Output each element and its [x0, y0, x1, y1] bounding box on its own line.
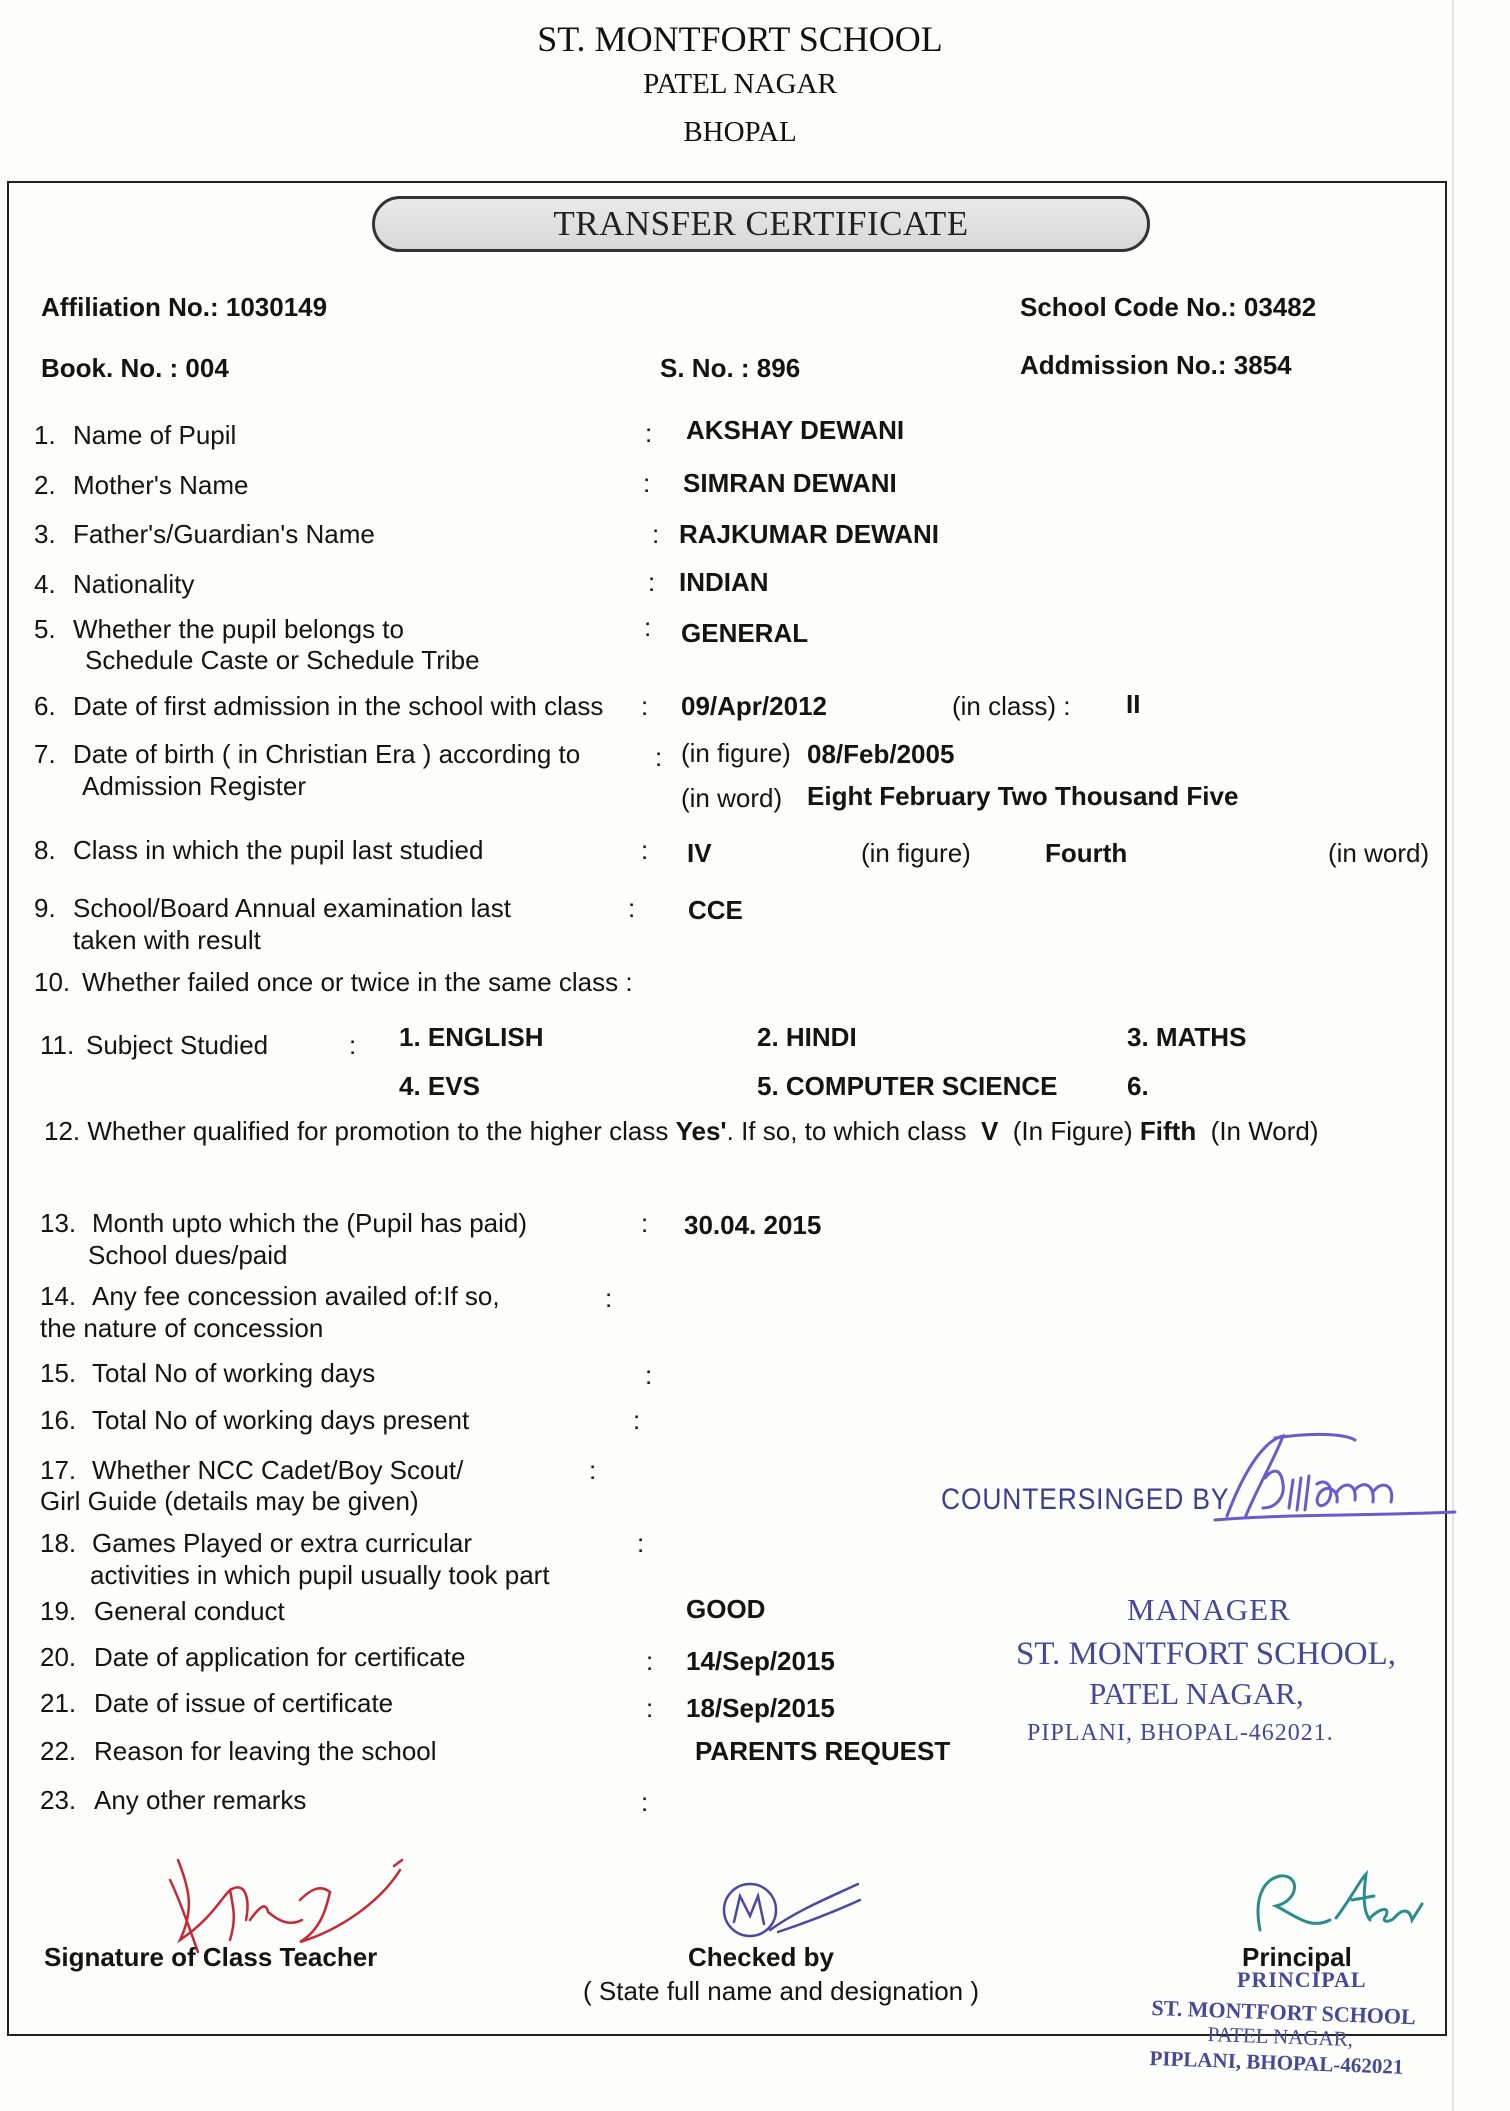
field-4-label: Nationality: [73, 569, 195, 599]
field-12-class-word: Fifth: [1139, 1116, 1197, 1146]
manager-signature: [1205, 1428, 1465, 1528]
subject-1: 1. ENGLISH: [399, 1022, 544, 1052]
field-7-word-value: Eight February Two Thousand Five: [807, 781, 1239, 811]
field-23-number: 23.: [40, 1785, 77, 1815]
field-8-label: Class in which the pupil last studied: [73, 835, 484, 865]
field-18-number: 18.: [40, 1528, 77, 1558]
admission-number: Addmission No.: 3854: [1020, 350, 1292, 380]
field-11-colon: :: [349, 1030, 357, 1060]
field-8-colon: :: [641, 835, 649, 865]
field-1-number: 1.: [34, 420, 56, 450]
field-5-value: GENERAL: [681, 618, 809, 648]
field-12-word-label: (In Word): [1210, 1116, 1319, 1146]
countersigned-stamp: COUNTERSINGED BY: [941, 1483, 1230, 1516]
field-10-label: Whether failed once or twice in the same class :: [82, 967, 633, 997]
field-14-label-line2: the nature of concession: [40, 1313, 324, 1343]
field-7-figure-value: 08/Feb/2005: [807, 739, 955, 769]
field-11-number: 11.: [40, 1030, 75, 1060]
manager-stamp-title: MANAGER: [1127, 1592, 1291, 1627]
field-2-number: 2.: [34, 470, 56, 500]
class-teacher-label: Signature of Class Teacher: [44, 1942, 378, 1972]
school-city: BHOPAL: [683, 116, 797, 148]
field-17-colon: :: [589, 1455, 597, 1485]
field-14-number: 14.: [40, 1281, 77, 1311]
field-17-label-line2: Girl Guide (details may be given): [40, 1486, 419, 1516]
field-1-colon: :: [645, 418, 653, 448]
field-15-label: Total No of working days: [92, 1358, 376, 1388]
principal-label: Principal: [1242, 1942, 1352, 1972]
field-2-colon: :: [643, 468, 651, 498]
field-17-label: Whether NCC Cadet/Boy Scout/: [92, 1455, 464, 1485]
field-16-colon: :: [633, 1405, 641, 1435]
field-9-colon: :: [628, 893, 636, 923]
field-19-number: 19.: [40, 1596, 77, 1626]
field-8-figure-label: (in figure): [861, 838, 971, 868]
field-21-number: 21.: [40, 1688, 77, 1718]
field-6-colon: :: [641, 691, 649, 721]
manager-stamp-school: ST. MONTFORT SCHOOL,: [1016, 1636, 1397, 1672]
field-8-number: 8.: [34, 835, 56, 865]
field-13-label-line2: School dues/paid: [88, 1240, 288, 1270]
field-21-value: 18/Sep/2015: [686, 1693, 835, 1723]
field-7-label: Date of birth ( in Christian Era ) according to: [73, 739, 581, 769]
serial-number: S. No. : 896: [660, 353, 801, 383]
principal-stamp-title: PRINCIPAL: [1237, 1967, 1367, 1992]
field-22-label: Reason for leaving the school: [94, 1736, 437, 1766]
field-5-colon: :: [644, 612, 652, 642]
principal-stamp-area: PATEL NAGAR,: [1207, 2022, 1354, 2052]
scan-edge-line: [1452, 0, 1454, 2111]
field-6-number: 6.: [34, 691, 56, 721]
certificate-title: TRANSFER CERTIFICATE: [372, 196, 1150, 252]
principal-stamp-city: PIPLANI, BHOPAL-462021: [1149, 2046, 1404, 2079]
manager-stamp-city: PIPLANI, BHOPAL-462021.: [1027, 1720, 1334, 1746]
book-number: Book. No. : 004: [41, 353, 229, 383]
field-9-label-line2: taken with result: [73, 925, 261, 955]
field-7-label-line2: Admission Register: [82, 771, 306, 801]
field-8-value: IV: [687, 838, 712, 868]
field-16-number: 16.: [40, 1405, 77, 1435]
field-20-colon: :: [646, 1646, 654, 1676]
field-19-value: GOOD: [686, 1594, 766, 1624]
field-3-value: RAJKUMAR DEWANI: [679, 519, 939, 549]
field-2-label: Mother's Name: [73, 470, 249, 500]
field-22-number: 22.: [40, 1736, 77, 1766]
field-1-value: AKSHAY DEWANI: [686, 415, 905, 445]
field-19-label: General conduct: [94, 1596, 285, 1626]
field-13-label: Month upto which the (Pupil has paid): [92, 1208, 528, 1238]
field-4-number: 4.: [34, 569, 56, 599]
field-1-label: Name of Pupil: [73, 420, 237, 450]
checked-by-label: Checked by: [688, 1942, 834, 1972]
field-13-number: 13.: [40, 1208, 77, 1238]
school-code: School Code No.: 03482: [1020, 292, 1317, 322]
field-5-number: 5.: [34, 614, 56, 644]
field-3-label: Father's/Guardian's Name: [73, 519, 375, 549]
field-12-yes: Yes': [675, 1116, 727, 1146]
principal-stamp-school: ST. MONTFORT SCHOOL: [1151, 1995, 1417, 2030]
field-12-number: 12.: [44, 1116, 81, 1146]
checked-by-signature: [708, 1870, 868, 1950]
subject-5: 5. COMPUTER SCIENCE: [757, 1071, 1058, 1101]
field-5-label-line2: Schedule Caste or Schedule Tribe: [85, 645, 480, 675]
field-12-mid: . If so, to which class: [726, 1116, 967, 1146]
field-17-number: 17.: [40, 1455, 77, 1485]
field-3-colon: :: [652, 519, 660, 549]
field-22-value: PARENTS REQUEST: [695, 1736, 951, 1766]
field-10-number: 10.: [34, 967, 71, 997]
field-7-number: 7.: [34, 739, 56, 769]
field-7-figure-label: (in figure): [681, 738, 791, 768]
field-4-value: INDIAN: [679, 567, 769, 597]
school-name: ST. MONTFORT SCHOOL: [537, 19, 943, 59]
field-20-value: 14/Sep/2015: [686, 1646, 835, 1676]
field-2-value: SIMRAN DEWANI: [683, 468, 897, 498]
field-18-label-line2: activities in which pupil usually took part: [90, 1560, 550, 1590]
field-21-label: Date of issue of certificate: [94, 1688, 394, 1718]
field-16-label: Total No of working days present: [92, 1405, 470, 1435]
field-23-label: Any other remarks: [94, 1785, 307, 1815]
field-8-word-label: (in word): [1328, 838, 1430, 868]
field-7-colon: :: [655, 742, 663, 772]
subject-4: 4. EVS: [399, 1071, 480, 1101]
field-20-number: 20.: [40, 1642, 77, 1672]
subject-2: 2. HINDI: [757, 1022, 857, 1052]
field-12-label: Whether qualified for promotion to the higher class: [87, 1116, 669, 1146]
field-13-colon: :: [641, 1208, 649, 1238]
field-6-class-label: (in class) :: [952, 691, 1071, 721]
field-6-label: Date of first admission in the school with class: [73, 691, 604, 721]
manager-stamp-area: PATEL NAGAR,: [1089, 1676, 1304, 1711]
field-15-number: 15.: [40, 1358, 77, 1388]
field-18-label: Games Played or extra curricular: [92, 1528, 473, 1558]
field-21-colon: :: [646, 1693, 654, 1723]
field-6-value: 09/Apr/2012: [681, 691, 827, 721]
field-14-colon: :: [605, 1283, 613, 1313]
field-9-label: School/Board Annual examination last: [73, 893, 511, 923]
field-12-line: [44, 1116, 1319, 1147]
field-9-number: 9.: [34, 893, 56, 923]
class-teacher-signature: [150, 1830, 430, 1960]
field-8-word-value: Fourth: [1045, 838, 1128, 868]
field-23-colon: :: [641, 1787, 649, 1817]
field-5-label: Whether the pupil belongs to: [73, 614, 404, 644]
field-20-label: Date of application for certificate: [94, 1642, 466, 1672]
field-15-colon: :: [645, 1360, 653, 1390]
field-9-value: CCE: [688, 895, 743, 925]
field-12-class-figure: V: [980, 1116, 999, 1146]
subject-6: 6.: [1127, 1071, 1149, 1101]
checked-by-note: ( State full name and designation ): [583, 1976, 980, 2006]
field-4-colon: :: [648, 567, 656, 597]
affiliation-number: Affiliation No.: 1030149: [41, 292, 328, 322]
subject-3: 3. MATHS: [1127, 1022, 1247, 1052]
field-11-label: Subject Studied: [86, 1030, 269, 1060]
field-3-number: 3.: [34, 519, 56, 549]
principal-signature: [1240, 1860, 1430, 1950]
field-18-colon: :: [637, 1528, 645, 1558]
field-7-word-label: (in word): [681, 783, 783, 813]
field-13-value: 30.04. 2015: [684, 1210, 822, 1240]
field-14-label: Any fee concession availed of:If so,: [92, 1281, 500, 1311]
field-12-figure-label: (In Figure): [1012, 1116, 1133, 1146]
school-area: PATEL NAGAR: [643, 68, 837, 100]
field-6-class-value: II: [1126, 689, 1141, 719]
